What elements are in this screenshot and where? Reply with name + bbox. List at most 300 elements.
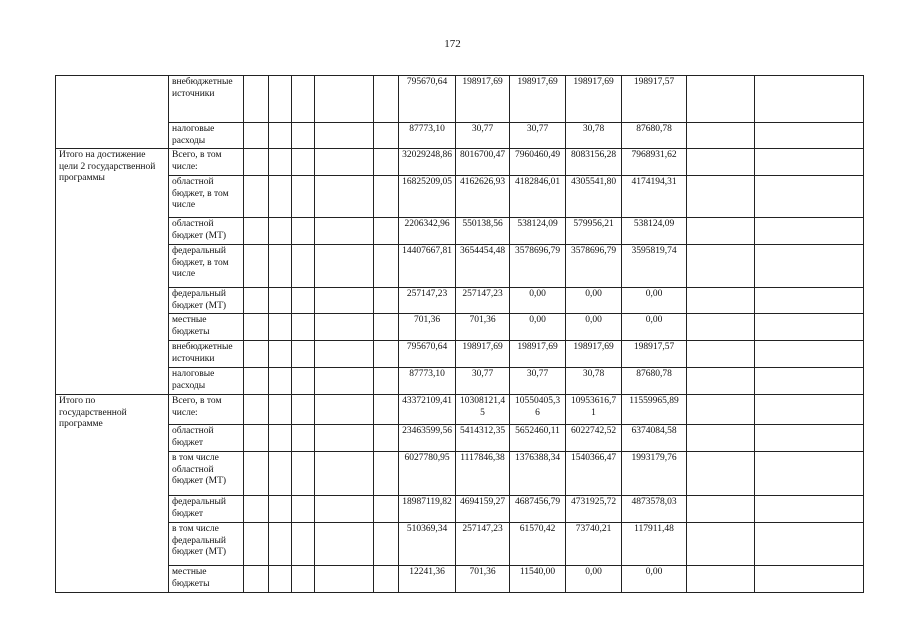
value-cell-y1 (456, 425, 510, 452)
value-cell-y4 (622, 76, 687, 123)
empty-cell (755, 176, 864, 218)
value-cell-total (399, 123, 456, 149)
value-text: 4174194,31 (631, 177, 677, 187)
empty-cell (244, 245, 269, 288)
value-cell-y4 (622, 123, 687, 149)
empty-cell (244, 523, 269, 566)
empty-cell (374, 395, 399, 425)
empty-cell (687, 341, 755, 368)
empty-cell (374, 123, 399, 149)
empty-cell (687, 123, 755, 149)
empty-cell (269, 176, 292, 218)
funding-source: в том числе областной бюджет (МТ) (169, 452, 244, 496)
empty-cell (269, 218, 292, 245)
value-text: 0,00 (585, 315, 602, 325)
funding-source: налоговые расходы (169, 123, 244, 149)
empty-cell (687, 288, 755, 314)
empty-cell (292, 395, 315, 425)
empty-cell (244, 176, 269, 218)
table-row (56, 395, 864, 425)
empty-cell (244, 76, 269, 123)
value-text: 257147,23 (462, 524, 503, 534)
empty-cell (374, 76, 399, 123)
value-cell-total (399, 395, 456, 425)
empty-cell (244, 452, 269, 496)
empty-cell (374, 496, 399, 523)
value-cell-y3 (566, 496, 622, 523)
table-row (56, 314, 864, 341)
empty-cell (244, 149, 269, 176)
table-row (56, 218, 864, 245)
value-text: 3595819,74 (631, 246, 677, 256)
table-row (56, 566, 864, 593)
value-text: 198917,69 (462, 77, 503, 87)
value-cell-total (399, 218, 456, 245)
value-cell-total (399, 523, 456, 566)
empty-cell (315, 496, 374, 523)
value-cell-y1 (456, 395, 510, 425)
empty-cell (315, 245, 374, 288)
empty-cell (315, 368, 374, 395)
empty-cell (315, 314, 374, 341)
funding-source: налоговые расходы (169, 368, 244, 395)
empty-cell (269, 76, 292, 123)
empty-cell (292, 314, 315, 341)
empty-cell (292, 149, 315, 176)
value-cell-y4 (622, 218, 687, 245)
value-cell-y3 (566, 245, 622, 288)
empty-cell (315, 176, 374, 218)
empty-cell (374, 452, 399, 496)
value-cell-y4 (622, 368, 687, 395)
empty-cell (244, 395, 269, 425)
value-cell-y2 (510, 76, 566, 123)
value-text: 4694159,27 (459, 497, 506, 507)
empty-cell (292, 523, 315, 566)
value-text: 1376388,34 (514, 453, 561, 463)
empty-cell (315, 566, 374, 593)
value-text: 30,78 (582, 124, 605, 134)
empty-cell (315, 452, 374, 496)
value-text: 198917,57 (633, 342, 675, 352)
value-text: 4305541,80 (570, 177, 617, 187)
empty-cell (374, 218, 399, 245)
empty-cell (269, 496, 292, 523)
value-cell-total (399, 368, 456, 395)
value-text: 87773,10 (409, 124, 445, 134)
value-cell-y1 (456, 76, 510, 123)
empty-cell (244, 566, 269, 593)
value-cell-y2 (510, 523, 566, 566)
value-cell-y2 (510, 496, 566, 523)
value-cell-y2 (510, 452, 566, 496)
value-cell-y4 (622, 425, 687, 452)
value-cell-y3 (566, 218, 622, 245)
value-cell-y1 (456, 566, 510, 593)
value-text: 1540366,47 (570, 453, 617, 463)
empty-cell (244, 341, 269, 368)
value-cell-y2 (510, 395, 566, 425)
value-cell-y3 (566, 314, 622, 341)
empty-cell (292, 425, 315, 452)
funding-source: внебюджетные источники (169, 76, 244, 123)
value-text: 0,00 (645, 567, 663, 577)
empty-cell (292, 76, 315, 123)
value-cell-total (399, 176, 456, 218)
value-cell-y3 (566, 452, 622, 496)
value-text: 7960460,49 (514, 150, 561, 160)
value-text: 32029248,86 (402, 150, 452, 160)
value-cell-y2 (510, 368, 566, 395)
empty-cell (374, 149, 399, 176)
empty-cell (269, 245, 292, 288)
empty-cell (292, 123, 315, 149)
funding-source: Всего, в том числе: (169, 149, 244, 176)
table-row (56, 523, 864, 566)
value-cell-y4 (622, 566, 687, 593)
empty-cell (315, 149, 374, 176)
empty-cell (687, 149, 755, 176)
empty-cell (755, 149, 864, 176)
value-text: 538124,09 (517, 219, 558, 229)
empty-cell (315, 523, 374, 566)
empty-cell (269, 425, 292, 452)
empty-cell (687, 176, 755, 218)
empty-cell (269, 452, 292, 496)
empty-cell (755, 288, 864, 314)
empty-cell (374, 368, 399, 395)
empty-cell (244, 425, 269, 452)
value-cell-y1 (456, 176, 510, 218)
value-text: 10550405,36 (514, 396, 561, 418)
empty-cell (374, 288, 399, 314)
value-text: 30,77 (471, 124, 494, 134)
funding-source: внебюджетные источники (169, 341, 244, 368)
value-cell-y2 (510, 425, 566, 452)
value-text: 14407667,81 (402, 246, 452, 256)
empty-cell (269, 566, 292, 593)
value-text: 87680,78 (636, 124, 672, 134)
value-cell-y3 (566, 76, 622, 123)
empty-cell (687, 245, 755, 288)
value-cell-y4 (622, 314, 687, 341)
value-cell-y2 (510, 341, 566, 368)
value-text: 73740,21 (575, 524, 612, 534)
value-text: 23463599,56 (402, 426, 452, 436)
value-cell-y1 (456, 368, 510, 395)
empty-cell (315, 123, 374, 149)
value-cell-y2 (510, 176, 566, 218)
value-text: 198917,69 (573, 342, 614, 352)
value-text: 538124,09 (633, 219, 675, 229)
value-text: 0,00 (585, 289, 602, 299)
value-text: 198917,57 (633, 77, 675, 87)
empty-cell (687, 496, 755, 523)
value-text: 198917,69 (517, 342, 558, 352)
empty-cell (315, 395, 374, 425)
empty-cell (687, 76, 755, 123)
value-cell-y1 (456, 496, 510, 523)
value-text: 579956,21 (573, 219, 614, 229)
empty-cell (292, 496, 315, 523)
value-cell-y2 (510, 245, 566, 288)
value-cell-total (399, 245, 456, 288)
funding-source: областной бюджет, в том числе (169, 176, 244, 218)
value-text: 12241,36 (409, 567, 445, 577)
value-cell-y3 (566, 149, 622, 176)
value-cell-total (399, 314, 456, 341)
value-cell-total (399, 76, 456, 123)
value-text: 3578696,79 (514, 246, 561, 256)
value-text: 0,00 (529, 289, 546, 299)
empty-cell (687, 566, 755, 593)
table-row (56, 425, 864, 452)
table-row (56, 341, 864, 368)
empty-cell (374, 176, 399, 218)
empty-cell (687, 395, 755, 425)
empty-cell (244, 123, 269, 149)
value-cell-y2 (510, 218, 566, 245)
empty-cell (687, 218, 755, 245)
empty-cell (269, 368, 292, 395)
value-cell-y4 (622, 176, 687, 218)
value-cell-y4 (622, 245, 687, 288)
value-cell-total (399, 496, 456, 523)
empty-cell (269, 395, 292, 425)
value-text: 510369,34 (406, 524, 448, 534)
table-row (56, 176, 864, 218)
value-text: 10953616,71 (570, 396, 617, 418)
empty-cell (374, 425, 399, 452)
empty-cell (374, 245, 399, 288)
value-text: 18987119,82 (402, 497, 452, 507)
value-cell-y2 (510, 566, 566, 593)
funding-source: местные бюджеты (169, 566, 244, 593)
value-cell-total (399, 288, 456, 314)
empty-cell (687, 425, 755, 452)
empty-cell (269, 314, 292, 341)
value-text: 5414312,35 (459, 426, 506, 436)
table-row (56, 496, 864, 523)
value-cell-y3 (566, 425, 622, 452)
value-cell-y1 (456, 149, 510, 176)
value-text: 0,00 (645, 315, 663, 325)
value-cell-total (399, 566, 456, 593)
empty-cell (755, 245, 864, 288)
empty-cell (755, 425, 864, 452)
value-text: 3654454,48 (459, 246, 506, 256)
funding-source: областной бюджет (169, 425, 244, 452)
value-text: 257147,23 (462, 289, 503, 299)
value-text: 257147,23 (406, 289, 448, 299)
value-text: 795670,64 (406, 77, 448, 87)
empty-cell (374, 523, 399, 566)
table-row (56, 123, 864, 149)
value-text: 2206342,96 (404, 219, 450, 229)
value-text: 701,36 (469, 315, 496, 325)
empty-cell (755, 314, 864, 341)
empty-cell (292, 341, 315, 368)
value-text: 795670,64 (406, 342, 448, 352)
empty-cell (244, 288, 269, 314)
value-text: 8083156,28 (570, 150, 617, 160)
empty-cell (315, 341, 374, 368)
value-text: 43372109,41 (402, 396, 452, 406)
value-text: 30,77 (526, 124, 549, 134)
budget-table-body (56, 76, 864, 593)
value-text: 3578696,79 (570, 246, 617, 256)
empty-cell (755, 123, 864, 149)
page-number: 172 (444, 38, 461, 50)
empty-cell (315, 218, 374, 245)
value-cell-y3 (566, 566, 622, 593)
value-text: 16825209,05 (402, 177, 452, 187)
value-cell-y4 (622, 288, 687, 314)
value-cell-y1 (456, 288, 510, 314)
value-cell-y3 (566, 395, 622, 425)
empty-cell (292, 176, 315, 218)
value-text: 4687456,79 (514, 497, 561, 507)
empty-cell (244, 368, 269, 395)
empty-cell (755, 341, 864, 368)
value-text: 0,00 (645, 289, 663, 299)
empty-cell (755, 452, 864, 496)
section-title: Итого на достижение цели 2 государственной программы (56, 149, 169, 395)
table-row (56, 76, 864, 123)
value-text: 11559965,89 (629, 396, 679, 406)
value-text: 198917,69 (517, 77, 558, 87)
funding-source: местные бюджеты (169, 314, 244, 341)
value-cell-y4 (622, 496, 687, 523)
budget-table (55, 75, 864, 593)
empty-cell (687, 523, 755, 566)
empty-cell (687, 452, 755, 496)
value-text: 1993179,76 (631, 453, 677, 463)
table-row (56, 368, 864, 395)
value-cell-y3 (566, 523, 622, 566)
empty-cell (292, 218, 315, 245)
empty-cell (755, 395, 864, 425)
empty-cell (244, 218, 269, 245)
section-title: Итого по государственной программе (56, 395, 169, 593)
funding-source: областной бюджет (МТ) (169, 218, 244, 245)
value-text: 198917,69 (462, 342, 503, 352)
empty-cell (687, 314, 755, 341)
value-cell-y1 (456, 341, 510, 368)
empty-cell (374, 341, 399, 368)
value-cell-y4 (622, 452, 687, 496)
table-row (56, 452, 864, 496)
funding-source: Всего, в том числе: (169, 395, 244, 425)
section-title (56, 76, 169, 149)
empty-cell (292, 368, 315, 395)
value-text: 6022742,52 (570, 426, 617, 436)
value-text: 701,36 (469, 567, 496, 577)
empty-cell (315, 288, 374, 314)
value-text: 6374084,58 (631, 426, 677, 436)
value-cell-y2 (510, 123, 566, 149)
value-text: 7968931,62 (631, 150, 677, 160)
value-text: 30,78 (582, 369, 605, 379)
funding-source: федеральный бюджет (МТ) (169, 288, 244, 314)
value-cell-total (399, 452, 456, 496)
empty-cell (269, 341, 292, 368)
value-cell-y1 (456, 218, 510, 245)
value-text: 30,77 (526, 369, 549, 379)
value-text: 4731925,72 (570, 497, 617, 507)
value-cell-y2 (510, 314, 566, 341)
value-cell-y2 (510, 288, 566, 314)
value-cell-y1 (456, 314, 510, 341)
value-cell-y4 (622, 341, 687, 368)
value-cell-y4 (622, 149, 687, 176)
empty-cell (292, 452, 315, 496)
empty-cell (687, 368, 755, 395)
empty-cell (244, 496, 269, 523)
empty-cell (269, 149, 292, 176)
empty-cell (374, 314, 399, 341)
empty-cell (292, 566, 315, 593)
value-cell-y3 (566, 341, 622, 368)
value-text: 30,77 (471, 369, 494, 379)
table-row (56, 245, 864, 288)
value-cell-y2 (510, 149, 566, 176)
value-text: 4162626,93 (459, 177, 506, 187)
empty-cell (755, 76, 864, 123)
value-cell-y1 (456, 245, 510, 288)
value-text: 87773,10 (409, 369, 445, 379)
empty-cell (755, 566, 864, 593)
value-text: 6027780,95 (404, 453, 450, 463)
value-text: 198917,69 (573, 77, 614, 87)
value-cell-y4 (622, 523, 687, 566)
value-text: 701,36 (413, 315, 441, 325)
value-text: 11540,00 (519, 567, 556, 577)
value-text: 5652460,11 (515, 426, 560, 436)
empty-cell (315, 425, 374, 452)
value-text: 4873578,03 (631, 497, 677, 507)
empty-cell (244, 314, 269, 341)
empty-cell (292, 245, 315, 288)
value-cell-total (399, 341, 456, 368)
value-text: 61570,42 (519, 524, 556, 534)
table-row (56, 288, 864, 314)
value-cell-y4 (622, 395, 687, 425)
value-text: 87680,78 (636, 369, 672, 379)
value-cell-y3 (566, 368, 622, 395)
empty-cell (374, 566, 399, 593)
value-text: 1117846,38 (460, 453, 505, 463)
value-cell-y1 (456, 523, 510, 566)
empty-cell (269, 523, 292, 566)
value-cell-total (399, 149, 456, 176)
empty-cell (755, 218, 864, 245)
funding-source: федеральный бюджет, в том числе (169, 245, 244, 288)
value-text: 4182846,01 (514, 177, 561, 187)
value-text: 550138,56 (462, 219, 503, 229)
value-text: 10308121,45 (459, 396, 506, 418)
value-cell-y1 (456, 452, 510, 496)
value-text: 117911,48 (634, 524, 674, 534)
value-cell-y1 (456, 123, 510, 149)
empty-cell (755, 368, 864, 395)
value-text: 8016700,47 (459, 150, 506, 160)
empty-cell (269, 288, 292, 314)
table-row (56, 149, 864, 176)
value-text: 0,00 (529, 315, 546, 325)
funding-source: в том числе федеральный бюджет (МТ) (169, 523, 244, 566)
value-text: 0,00 (585, 567, 602, 577)
